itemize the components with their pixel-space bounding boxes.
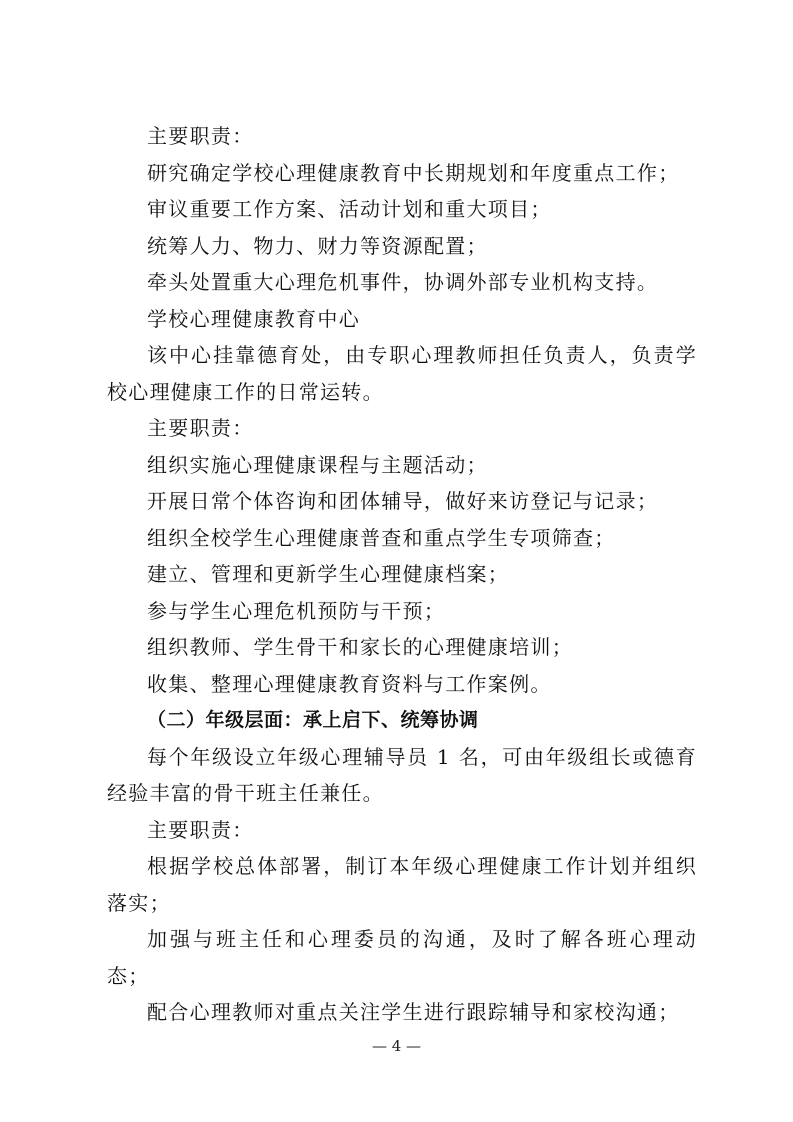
page-number: — 4 — [371, 1037, 422, 1055]
paragraph: 组织教师、学生骨干和家长的心理健康培训； [147, 635, 573, 659]
paragraph: 参与学生心理危机预防与干预； [147, 598, 446, 623]
paragraph: 主要职责： [147, 817, 254, 842]
paragraph: 收集、整理心理健康教育资料与工作案例。 [147, 671, 552, 696]
paragraph: 牵头处置重大心理危机事件，协调外部专业机构支持。 [147, 270, 659, 294]
document-body [107, 118, 697, 1031]
paragraph: 主要职责： [147, 124, 254, 148]
subsection-title: 学校心理健康教育中心 [147, 306, 360, 331]
paragraph: 每个年级设立年级心理辅导员 1 名，可由年级组长或德育经验丰富的骨干班主任兼任。 [107, 744, 697, 805]
paragraph: 建立、管理和更新学生心理健康档案； [147, 562, 510, 586]
paragraph: 加强与班主任和心理委员的沟通，及时了解各班心理动态； [107, 927, 697, 988]
paragraph: 根据学校总体部署，制订本年级心理健康工作计划并组织落实； [107, 854, 697, 915]
section-heading: （二）年级层面：承上启下、统筹协调 [147, 709, 479, 731]
paragraph: 组织实施心理健康课程与主题活动； [147, 452, 488, 477]
paragraph: 审议重要工作方案、活动计划和重大项目； [147, 197, 552, 221]
paragraph: 统筹人力、物力、财力等资源配置； [147, 233, 488, 258]
paragraph: 主要职责： [147, 416, 254, 440]
paragraph: 开展日常个体咨询和团体辅导，做好来访登记与记录； [147, 489, 659, 513]
paragraph: 该中心挂靠德育处，由专职心理教师担任负责人，负责学校心理健康工作的日常运转。 [107, 343, 697, 404]
paragraph: 研究确定学校心理健康教育中长期规划和年度重点工作； [147, 160, 680, 185]
paragraph: 配合心理教师对重点关注学生进行跟踪辅导和家校沟通； [147, 1000, 680, 1024]
paragraph: 组织全校学生心理健康普查和重点学生专项筛查； [147, 525, 616, 550]
